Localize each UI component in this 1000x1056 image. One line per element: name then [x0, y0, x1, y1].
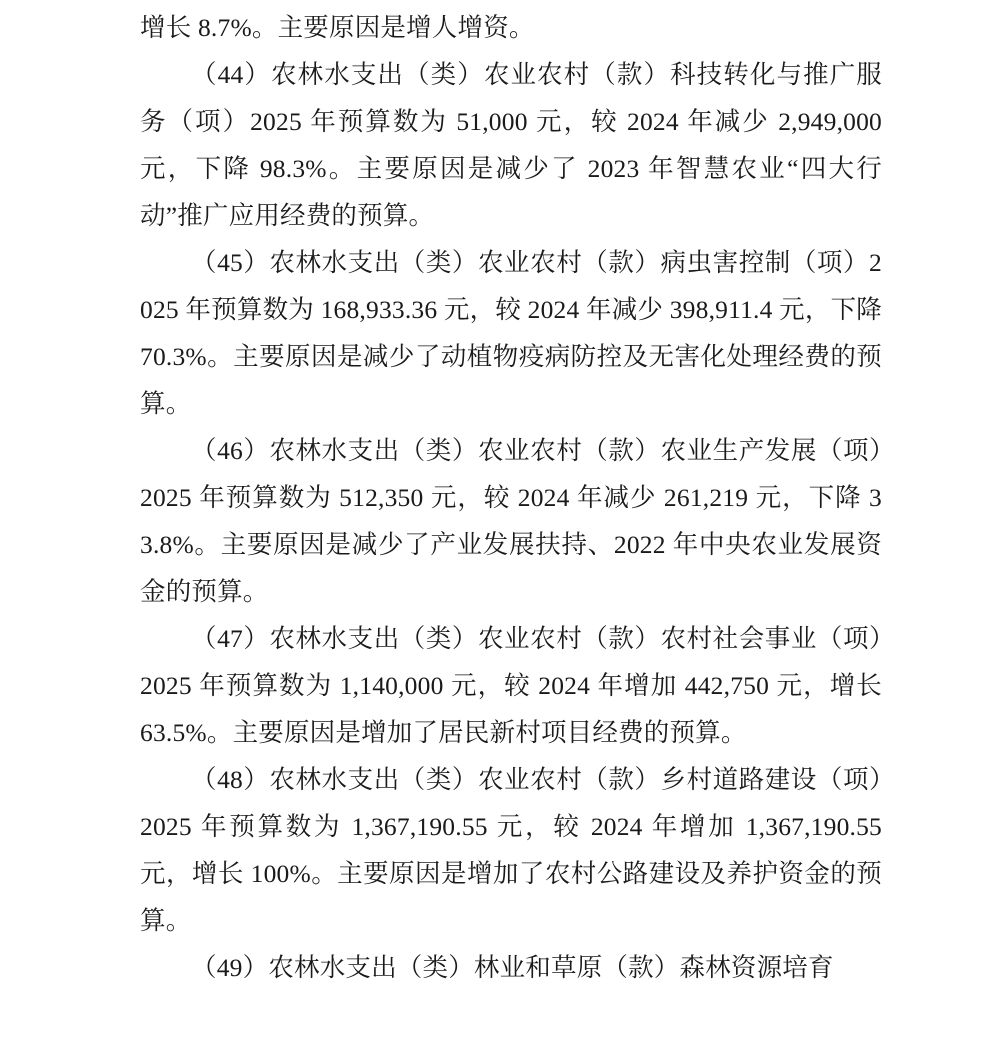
- paragraph-item-49: （49）农林水支出（类）林业和草原（款）森林资源培育: [191, 953, 834, 982]
- paragraph-item-45: （45）农林水支出（类）农业农村（款）病虫害控制（项）2025 年预算数为 168,933.36 元，较 2024 年减少 398,911.4 元，下降 70.3%。主要原因是减少了动植物疫病防控及无害化处理经费的预算。: [140, 248, 882, 418]
- paragraph-item-47: （47）农林水支出（类）农业农村（款）农村社会事业（项）2025 年预算数为 1,140,000 元，较 2024 年增加 442,750 元，增长 63.5%。主要原因是增加了居民新村项目经费的预算。: [140, 624, 882, 747]
- paragraph-item-44: （44）农林水支出（类）农业农村（款）科技转化与推广服务（项）2025 年预算数为 51,000 元，较 2024 年减少 2,949,000 元，下降 98.3%。主要原因是减少了 2023 年智慧农业“四大行动”推广应用经费的预算。: [140, 60, 882, 230]
- paragraph-item-46: （46）农林水支出（类）农业农村（款）农业生产发展（项）2025 年预算数为 512,350 元，较 2024 年减少 261,219 元，下降 33.8%。主要原因是减少了产业发展扶持、2022 年中央农业发展资金的预算。: [140, 436, 882, 606]
- paragraph-continuation-43: 增长 8.7%。主要原因是增人增资。: [140, 13, 535, 42]
- paragraph-item-48: （48）农林水支出（类）农业农村（款）乡村道路建设（项）2025 年预算数为 1,367,190.55 元，较 2024 年增加 1,367,190.55 元，增长 100%。主要原因是增加了农村公路建设及养护资金的预算。: [140, 765, 882, 935]
- document-body: [140, 0, 882, 991]
